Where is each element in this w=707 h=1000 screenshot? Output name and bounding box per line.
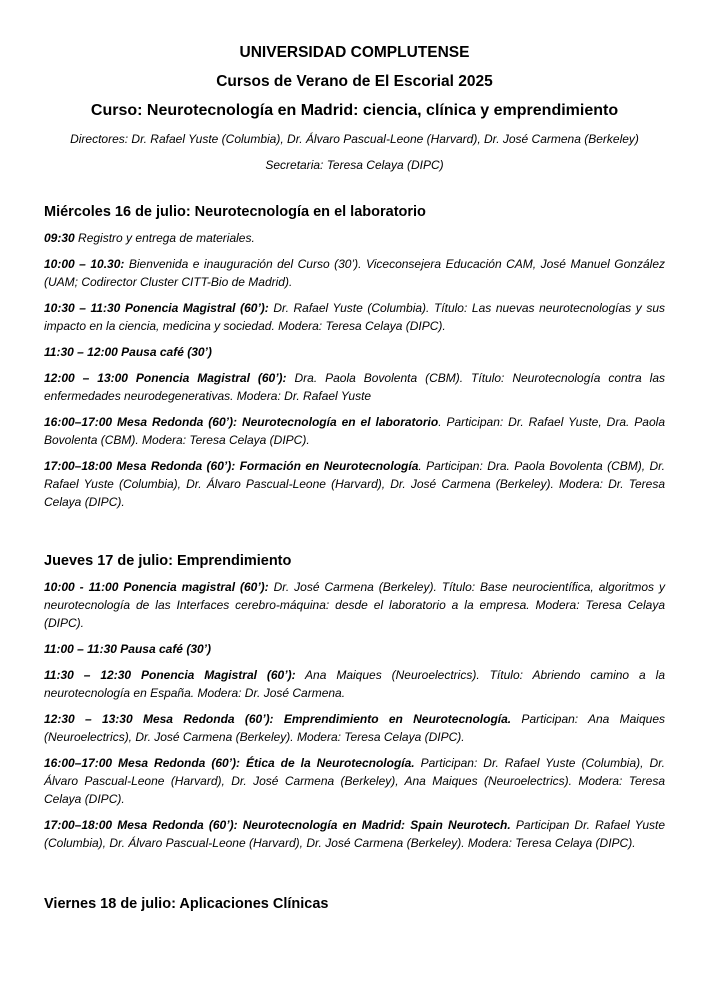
agenda-item: 10:30 – 11:30 Ponencia Magistral (60’): Dr. Rafael Yuste (Columbia). Título: Las nuevas neurotecnologías y sus impacto en la ciencia, medicina y sociedad. Modera: Teresa Celaya (DIPC). xyxy=(44,301,665,333)
day-heading: Miércoles 16 de julio: Neurotecnología en el laboratorio xyxy=(44,204,426,220)
agenda-item: 09:30 Registro y entrega de materiales. xyxy=(44,231,255,245)
day-section-wednesday xyxy=(44,204,665,511)
agenda-item: 10:00 - 11:00 Ponencia magistral (60’): Dr. José Carmena (Berkeley). Título: Base neurocientífica, algoritmos y neurotecnología de las Interfaces cerebro-máquina: desde el laboratorio a la empresa. Modera: Teresa Celaya (DIPC). xyxy=(44,580,665,630)
agenda-item: 17:00–18:00 Mesa Redonda (60’): Formación en Neurotecnología. Participan: Dra. Paola Bovolenta (CBM), Dr. Rafael Yuste (Columbia), Dr. Álvaro Pascual-Leone (Harvard), Dr. José Carmena (Berkeley). Modera: Dr. Teresa Celaya (DIPC). xyxy=(44,459,666,509)
day-section-friday xyxy=(44,896,665,912)
agenda-item: 10:00 – 10.30: Bienvenida e inauguración del Curso (30’). Viceconsejera Educación CAM, José Manuel González (UAM; Codirector Cluster CITT-Bio de Madrid). xyxy=(44,257,665,289)
agenda-item: 11:30 – 12:00 Pausa café (30’) xyxy=(44,345,212,359)
courses-title: Cursos de Verano de El Escorial 2025 xyxy=(216,73,493,90)
university-title: UNIVERSIDAD COMPLUTENSE xyxy=(239,44,470,61)
directors-line: Directores: Dr. Rafael Yuste (Columbia), Dr. Álvaro Pascual-Leone (Harvard), Dr. José Carmena (Berkeley) xyxy=(70,132,639,146)
agenda-item: 12:00 – 13:00 Ponencia Magistral (60’): Dra. Paola Bovolenta (CBM). Título: Neurotecnología contra las enfermedades neurodegenerativas. Modera: Dr. Rafael Yuste xyxy=(44,371,665,403)
agenda-item: 12:30 – 13:30 Mesa Redonda (60’): Emprendimiento en Neurotecnología. Participan: Ana Maiques (Neuroelectrics), Dr. José Carmena (Berkeley). Modera: Teresa Celaya (DIPC). xyxy=(44,712,665,744)
document-page xyxy=(44,44,665,921)
agenda-item: 17:00–18:00 Mesa Redonda (60’): Neurotecnología en Madrid: Spain Neurotech. Participan Dr. Rafael Yuste (Columbia), Dr. Álvaro Pascual-Leone (Harvard), Dr. José Carmena (Berkeley). Modera: Teresa Celaya (DIPC). xyxy=(44,818,666,850)
agenda-item: 16:00–17:00 Mesa Redonda (60’): Neurotecnología en el laboratorio. Participan: Dr. Rafael Yuste, Dra. Paola Bovolenta (CBM). Modera: Teresa Celaya (DIPC). xyxy=(44,415,665,447)
agenda-item: 11:00 – 11:30 Pausa café (30’) xyxy=(44,642,211,656)
day-heading: Viernes 18 de julio: Aplicaciones Clínicas xyxy=(44,896,329,912)
agenda-item: 16:00–17:00 Mesa Redonda (60’): Ética de la Neurotecnología. Participan: Dr. Rafael Yuste (Columbia), Dr. Álvaro Pascual-Leone (Harvard), Dr. José Carmena (Berkeley), Ana Maiques (Neuroelectrics). Modera: Teresa Celaya (DIPC). xyxy=(44,756,666,806)
agenda-item: 11:30 – 12:30 Ponencia Magistral (60’): Ana Maiques (Neuroelectrics). Título: Abriendo camino a la neurotecnología en España. Modera: Dr. José Carmena. xyxy=(44,668,665,700)
day-section-thursday xyxy=(44,553,665,852)
day-heading: Jueves 17 de julio: Emprendimiento xyxy=(44,553,292,569)
secretary-line: Secretaria: Teresa Celaya (DIPC) xyxy=(265,158,444,172)
course-title: Curso: Neurotecnología en Madrid: ciencia, clínica y emprendimiento xyxy=(90,102,619,119)
